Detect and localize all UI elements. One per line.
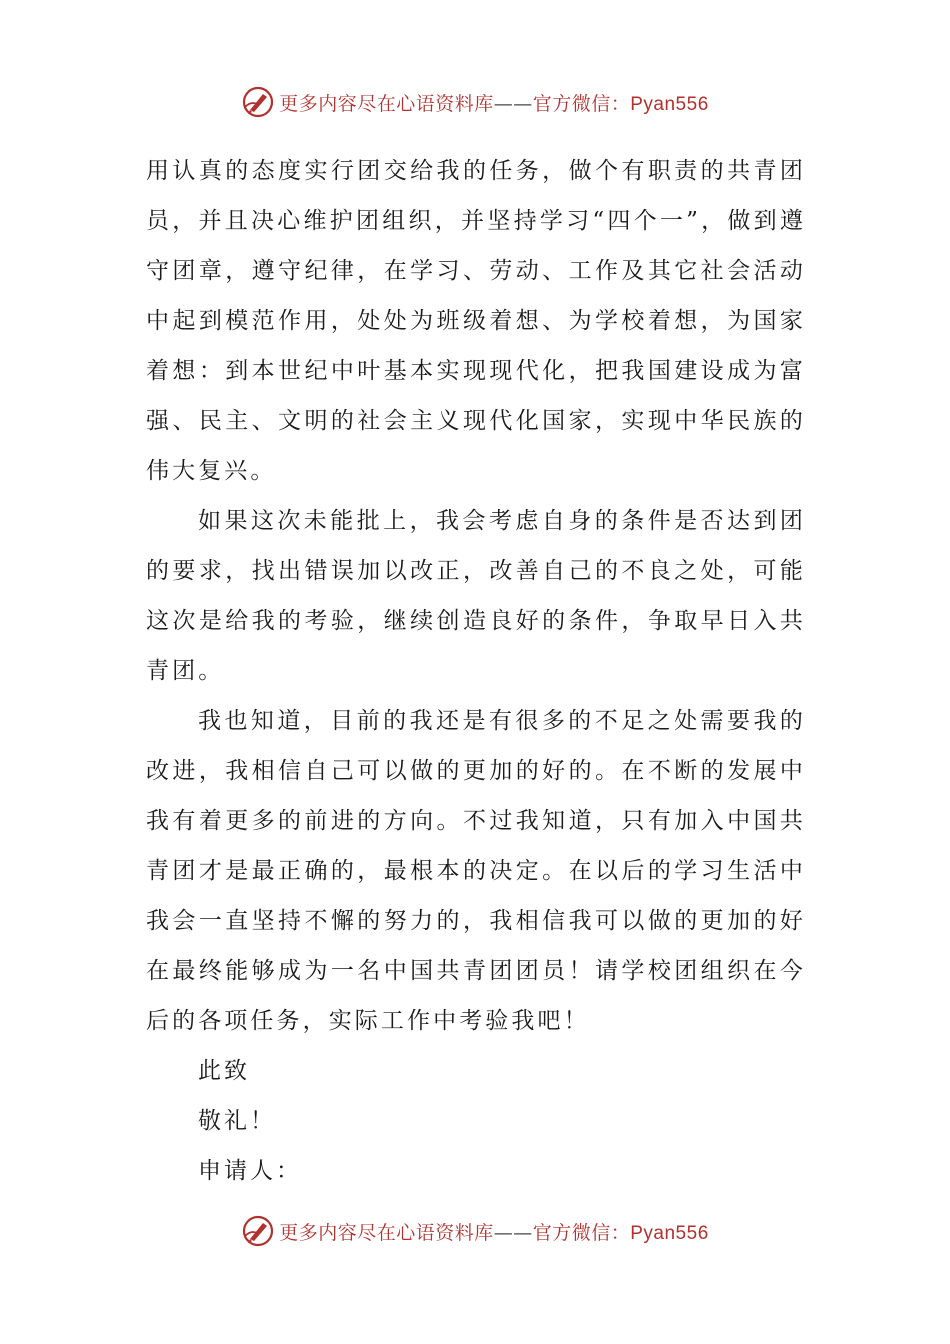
wechat-id: Pyan556 xyxy=(630,1222,709,1244)
header-banner xyxy=(0,82,950,122)
header-banner-text: 更多内容尽在心语资料库——官方微信：Pyan556 xyxy=(279,92,709,115)
pen-logo-icon xyxy=(241,1214,275,1248)
footer-banner xyxy=(0,1211,950,1251)
pen-logo-icon xyxy=(241,85,275,119)
applicant-line: 申请人： xyxy=(198,1158,302,1184)
paragraph-3: 我也知道，目前的我还是有很多的不足之处需要我的改进，我相信自己可以做的更加的好的。在不断的发展中我有着更多的前进的方向。不过我知道，只有加入中国共青团才是最正确的，最根本的决定。在以后的学习生活中我会一直坚持不懈的努力的，我相信我可以做的更加的好在最终能够成为一名中国共青团团员！请学校团组织在今后的各项任务，实际工作中考验我吧！ xyxy=(146,708,806,1034)
document-body xyxy=(146,146,806,1196)
paragraph-2: 如果这次未能批上，我会考虑自身的条件是否达到团的要求，找出错误加以改正，改善自己的不良之处，可能这次是给我的考验，继续创造良好的条件，争取早日入共青团。 xyxy=(146,508,806,684)
paragraph-1: 用认真的态度实行团交给我的任务，做个有职责的共青团员，并且决心维护团组织，并坚持学习“四个一”，做到遵守团章，遵守纪律，在学习、劳动、工作及其它社会活动中起到模范作用，处处为班级着想、为学校着想，为国家着想：到本世纪中叶基本实现现代化，把我国建设成为富强、民主、文明的社会主义现代化国家，实现中华民族的伟大复兴。 xyxy=(146,158,806,484)
footer-banner-text: 更多内容尽在心语资料库——官方微信：Pyan556 xyxy=(279,1221,709,1244)
wechat-id: Pyan556 xyxy=(630,93,709,115)
respect-closing: 敬礼！ xyxy=(198,1108,276,1134)
salutation: 此致 xyxy=(198,1058,250,1084)
